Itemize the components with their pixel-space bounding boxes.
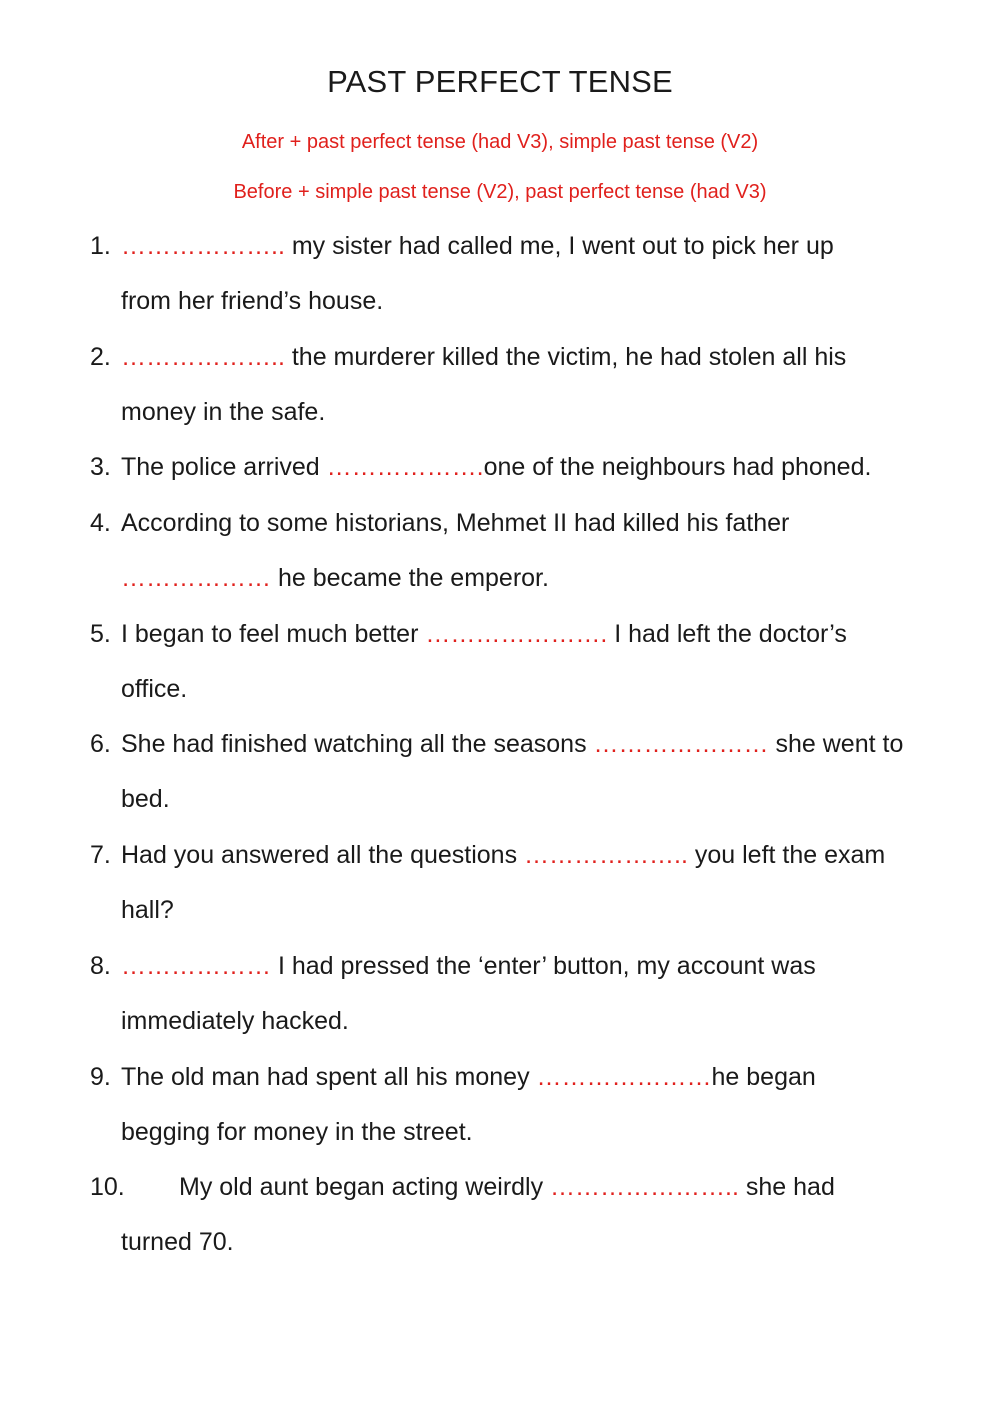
question-number: 3. — [90, 453, 111, 481]
answer-blank[interactable]: ……………… — [121, 952, 278, 980]
question-1 — [90, 219, 970, 330]
question-text: She had finished watching all the seasons — [121, 730, 594, 758]
question-text: According to some historians, Mehmet II had killed his father — [121, 509, 790, 537]
question-9 — [90, 1050, 970, 1161]
question-2 — [90, 330, 970, 441]
question-6 — [90, 717, 970, 828]
answer-blank[interactable]: ………………….. — [550, 1173, 746, 1201]
question-text: The police arrived — [121, 453, 327, 481]
question-number: 10. — [90, 1173, 125, 1201]
rule-after: After + past perfect tense (had V3), simple past tense (V2) — [241, 131, 759, 153]
question-text: My old aunt began acting weirdly — [179, 1173, 551, 1201]
question-number: 9. — [90, 1063, 111, 1091]
question-text: I began to feel much better — [121, 620, 426, 648]
question-text-end: she went to — [775, 730, 904, 758]
question-number: 1. — [90, 232, 111, 260]
question-text-continued: office. — [121, 675, 188, 704]
question-text: Had you answered all the questions — [121, 841, 525, 869]
question-7 — [90, 828, 970, 939]
question-8 — [90, 939, 970, 1050]
question-text-continued: immediately hacked. — [121, 1007, 349, 1036]
question-number: 5. — [90, 620, 111, 648]
question-text: my sister had called me, I went out to pick her up — [291, 232, 834, 260]
question-text-continued: hall? — [121, 896, 174, 925]
question-number: 4. — [90, 509, 111, 537]
question-text-continued: from her friend’s house. — [121, 287, 384, 316]
question-text: I had pressed the ‘enter’ button, my account was — [277, 952, 816, 980]
answer-blank[interactable]: ………………… — [593, 730, 776, 758]
answer-blank[interactable]: ……………….. — [121, 232, 292, 260]
rule-before: Before + simple past tense (V2), past perfect tense (had V3) — [233, 181, 767, 203]
question-text-continued: he became the emperor. — [277, 564, 549, 593]
question-text-end: I had left the doctor’s — [614, 620, 847, 648]
question-number: 7. — [90, 841, 111, 869]
page-title: PAST PERFECT TENSE — [327, 64, 673, 99]
question-text-continued: money in the safe. — [121, 398, 326, 427]
question-text-end: you left the exam — [694, 841, 886, 869]
answer-blank[interactable]: ……………….. — [121, 343, 292, 371]
question-number: 2. — [90, 343, 111, 371]
answer-blank[interactable]: ……………….. — [524, 841, 695, 869]
question-text-continued: turned 70. — [121, 1228, 234, 1257]
question-3 — [90, 440, 970, 495]
question-text: The old man had spent all his money — [121, 1063, 537, 1091]
question-text-continued: begging for money in the street. — [121, 1118, 473, 1147]
question-text-continued: bed. — [121, 785, 170, 814]
question-text: the murderer killed the victim, he had stolen all his — [291, 343, 847, 371]
question-10 — [90, 1160, 970, 1271]
question-number: 8. — [90, 952, 111, 980]
question-number: 6. — [90, 730, 111, 758]
question-5 — [90, 607, 970, 718]
answer-blank[interactable]: ………………… — [536, 1063, 712, 1091]
answer-blank[interactable]: …………………. — [425, 620, 615, 648]
answer-blank[interactable]: ……………… — [121, 564, 278, 593]
answer-blank[interactable]: ………………. — [326, 453, 484, 481]
question-text-end: she had — [745, 1173, 835, 1201]
question-text-end: one of the neighbours had phoned. — [483, 453, 872, 481]
question-text-end: he began — [711, 1063, 816, 1091]
question-4 — [90, 496, 970, 607]
